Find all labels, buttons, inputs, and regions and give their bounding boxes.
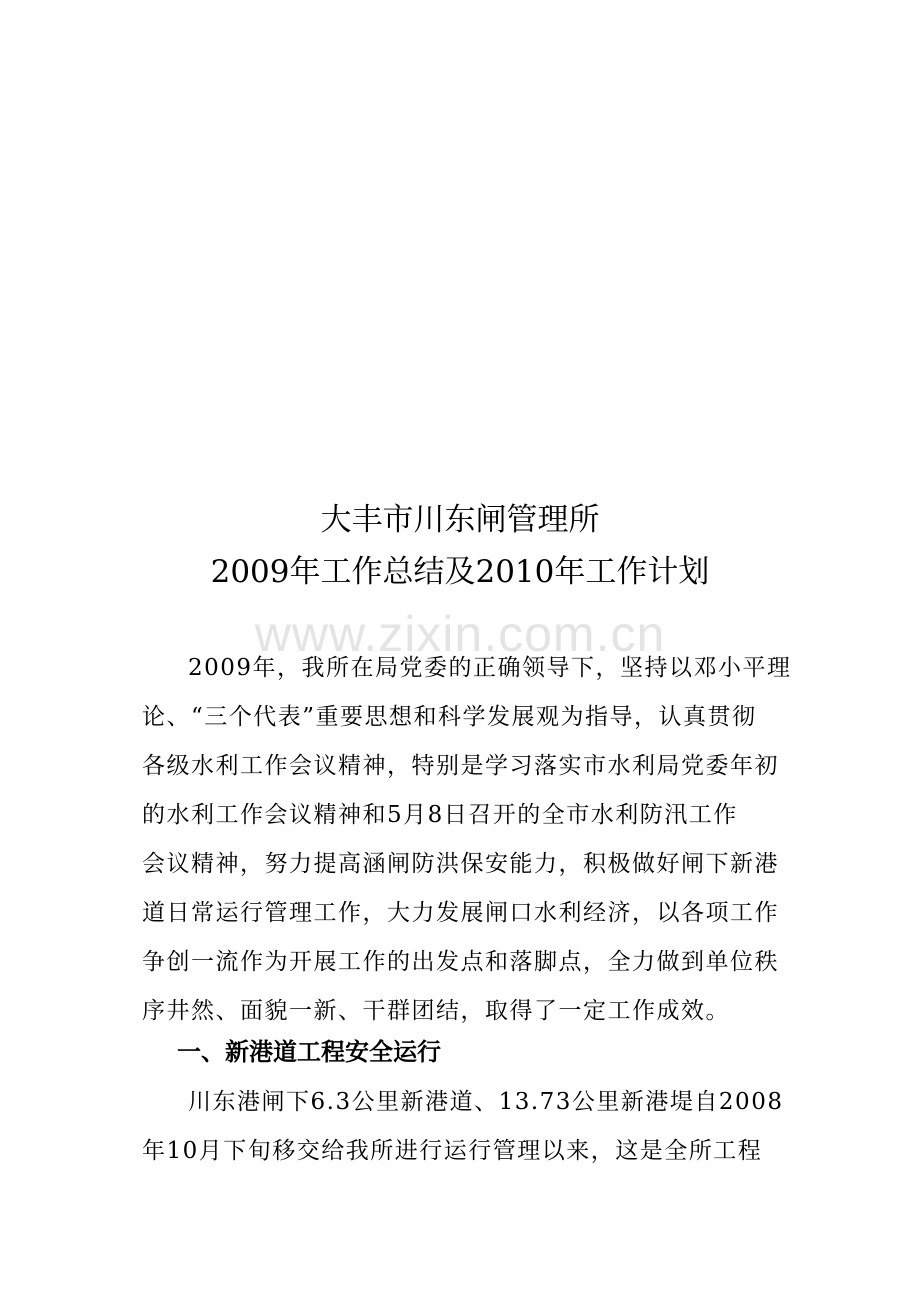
section-paragraph xyxy=(142,1078,782,1176)
document-title: 大丰市川东闸管理所 xyxy=(320,502,600,538)
paragraph-line: 2009年，我所在局党委的正确领导下，坚持以邓小平理 xyxy=(188,655,792,681)
intro-paragraph xyxy=(142,644,792,1036)
paragraph-line: 各级水利工作会议精神，特别是学习落实市水利局党委年初 xyxy=(142,753,779,779)
paragraph-line: 年10月下旬移交给我所进行运行管理以来，这是全所工程 xyxy=(142,1138,763,1164)
paragraph-line: 争创一流作为开展工作的出发点和落脚点，全力做到单位秩 xyxy=(142,949,779,975)
paragraph-line: 道日常运行管理工作，大力发展闸口水利经济，以各项工作 xyxy=(142,900,779,926)
paragraph-line: 序井然、面貌一新、干群团结，取得了一定工作成效。 xyxy=(142,998,730,1024)
watermark-text: www.zixin.com.cn xyxy=(254,606,666,662)
paragraph-line: 的水利工作会议精神和5月8日召开的全市水利防汛工作 xyxy=(142,802,738,828)
paragraph-line: 会议精神，努力提高涵闸防洪保安能力，积极做好闸下新港 xyxy=(142,851,779,877)
paragraph-line: 川东港闸下6.3公里新港道、13.73公里新港堤自2008 xyxy=(188,1089,784,1115)
document-subtitle: 2009年工作总结及2010年工作计划 xyxy=(210,554,710,590)
paragraph-line: 论、“三个代表”重要思想和科学发展观为指导，认真贯彻 xyxy=(142,704,757,730)
section-heading: 一、新港道工程安全运行 xyxy=(177,1038,441,1066)
